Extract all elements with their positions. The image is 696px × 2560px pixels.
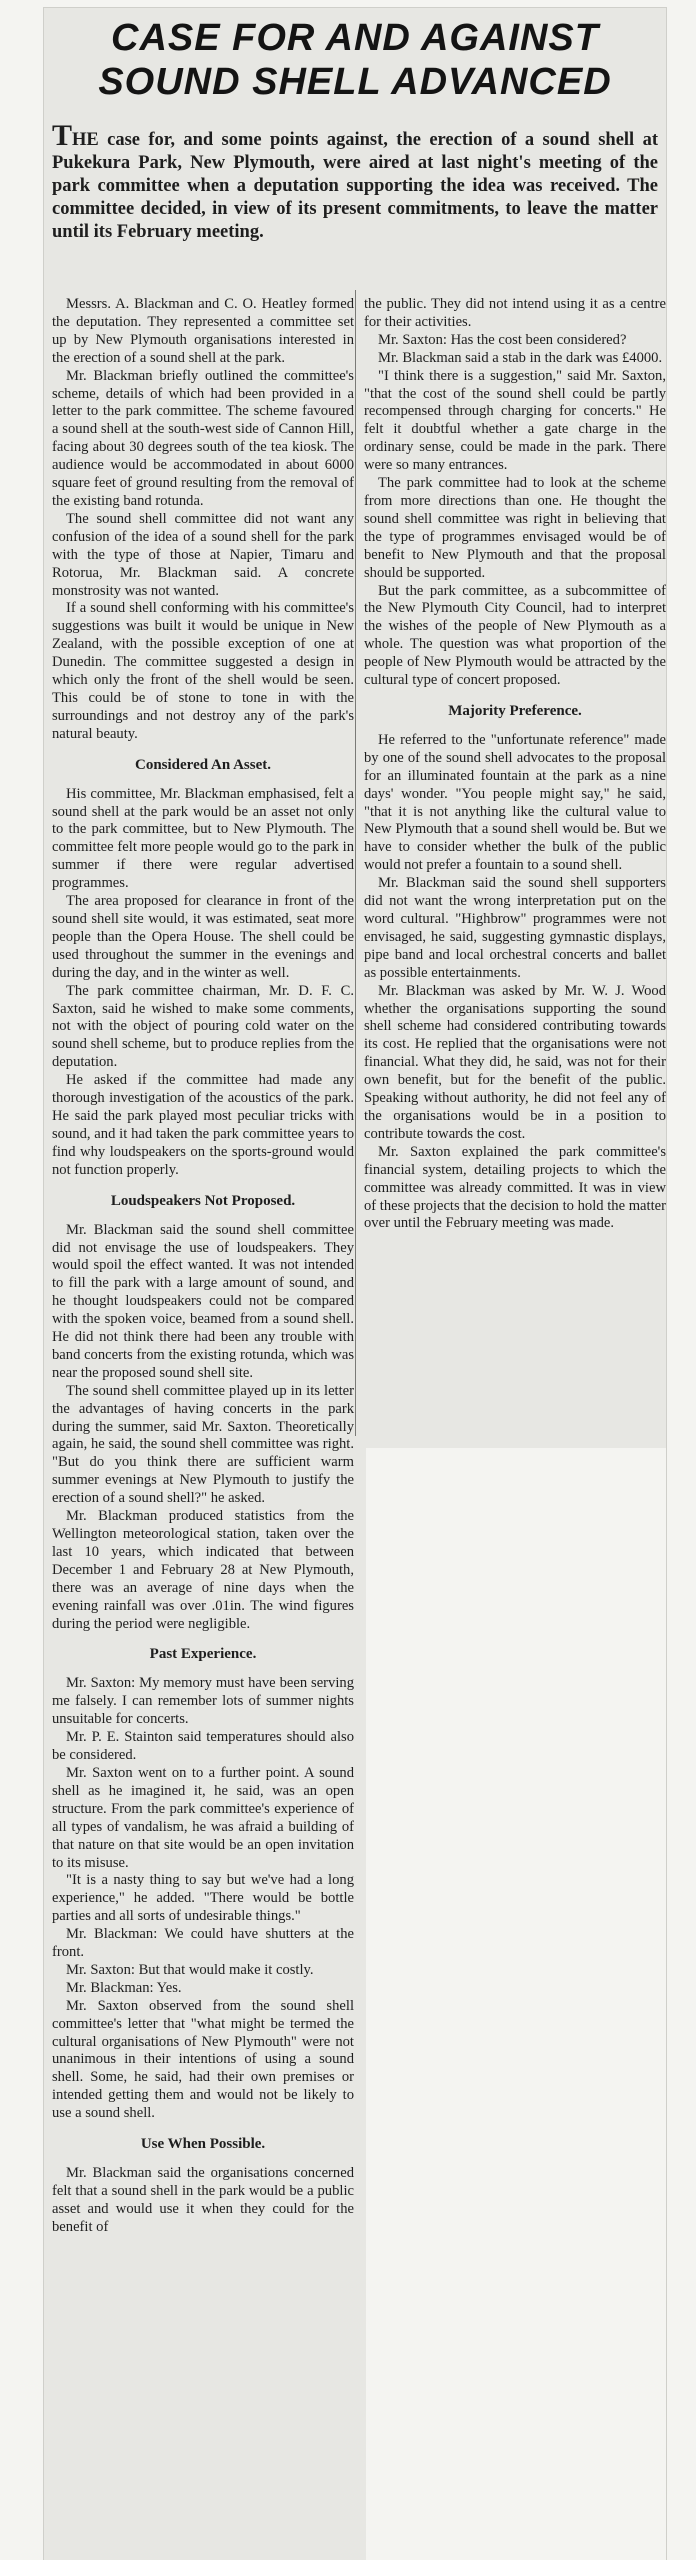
- paragraph: His committee, Mr. Blackman emphasised, felt a sound shell at the park would be an asset not only to the park committee, but to New Plymouth. The committee felt more people would go to the park in summer if there were regular advertised programmes.: [52, 785, 354, 892]
- paragraph: Mr. Blackman said the organisations concerned felt that a sound shell in the park would be a public asset and would use it when they could for the benefit of: [52, 2165, 354, 2235]
- subheading: Past Experience.: [149, 1646, 257, 1663]
- paragraph: Mr. Blackman briefly outlined the committee's scheme, details of which had been provided in a letter to the park committee. The scheme favoured a sound shell at the south-west side of Cannon Hill, facing about 30 degrees south of the tea kiosk. The audience would be accommodated in about 6000 square feet of ground resulting from the removal of the existing band rotunda.: [52, 367, 354, 509]
- paragraph: "I think there is a suggestion," said Mr. Saxton, "that the cost of the sound shell could be partly recompensed through charging for concerts." He felt it doubtful whether a gate charge in the ordinary sense, could be made in the park. There were so many entrances.: [364, 367, 666, 474]
- paragraph: He asked if the committee had made any thorough investigation of the acoustics of the park. He said the park played most peculiar tricks with sound, and it had taken the park committee years to find why loudspeakers on the sports-ground would not function properly.: [52, 1072, 354, 1178]
- paragraph: The park committee had to look at the scheme from more directions than one. He thought the sound shell committee was right in believing that the type of programmes envisaged would be of benefit to New Plymouth and that the proposal should be supported.: [364, 475, 666, 581]
- paragraph: The sound shell committee did not want any confusion of the idea of a sound shell for the park with the type of those at Napier, Timaru and Rotorua, Mr. Blackman said. A concrete monstrosity was not wanted.: [52, 510, 354, 599]
- right-column: [364, 296, 666, 1233]
- paragraph: "It is a nasty thing to say but we've had a long experience," he added. "There would be bottle parties and all sorts of undesirable things.": [52, 1872, 354, 1925]
- paragraph: Mr. Blackman produced statistics from the Wellington meteorological station, taken over the last 10 years, which indicated that between December 1 and February 28 at New Plymouth, there was an average of nine days when the evening rainfall was over .01in. The wind figures during the period were negligible.: [52, 1508, 354, 1632]
- subheading: Considered An Asset.: [135, 756, 271, 773]
- paragraph: Mr. Saxton: My memory must have been serving me falsely. I can remember lots of summer nights unsuitable for concerts.: [52, 1675, 354, 1728]
- paragraph: Mr. Blackman said the sound shell supporters did not want the wrong interpretation put on the word cultural. "Highbrow" programmes were not envisaged, he said, suggesting gymnastic displays, pipe band and local orchestral concerts and ballet as possible entertainments.: [364, 875, 666, 981]
- column-divider: [355, 290, 356, 1436]
- paragraph: Mr. Blackman said a stab in the dark was £4000.: [378, 349, 663, 366]
- paragraph: The sound shell committee played up in its letter the advantages of having concerts in the park during the summer, said Mr. Saxton. Theoretically again, he said, the sound shell committee was right. "But do you think there are sufficient warm summer evenings at New Plymouth to justify the erection of a sound shell?" he asked.: [52, 1382, 354, 1507]
- paragraph: Mr. Blackman said the sound shell committee did not envisage the use of loudspeakers. They would spoil the effect wanted. It was not intended to fill the park with a large amount of sound, and he thought loudspeakers could not be compared with the spoken voice, beamed from a sound shell. He did not think there had been any trouble with band concerts from the existing rotunda, which was near the proposed sound shell site.: [52, 1221, 354, 1381]
- subheading: Loudspeakers Not Proposed.: [110, 1192, 296, 1209]
- paragraph: The area proposed for clearance in front of the sound shell site would, it was estimated, seat more people than the Opera House. The shell could be used throughout the summer in the evenings and during the day, and in the winter as well.: [52, 893, 354, 981]
- blank-area: [366, 1448, 666, 2560]
- article-lead: [52, 119, 658, 244]
- article-headline: CASE FOR AND AGAINST SOUND SHELL ADVANCED: [98, 17, 612, 103]
- paragraph: Mr. Blackman was asked by Mr. W. J. Wood whether the organisations supporting the sound shell scheme had considered contributing towards its cost. He replied that the organisations were not financial. What they did, he said, was not for their own benefit, but for the benefit of the public. Speaking without authority, he did not feel any of the organisations would be in a position to contribute towards the cost.: [364, 982, 666, 1142]
- subheading: Use When Possible.: [140, 2136, 266, 2153]
- paragraph: Mr. Saxton: But that would make it costly.: [66, 1961, 314, 1978]
- paragraph: Mr. Saxton went on to a further point. A sound shell as he imagined it, he said, was an open structure. From the park committee's experience of all types of vandalism, he was afraid a building of that nature on that site would be an open invitation to its misuse.: [52, 1764, 354, 1871]
- paragraph: Mr. Saxton: Has the cost been considered?: [378, 331, 627, 348]
- paragraph: Mr. P. E. Stainton said temperatures should also be considered.: [52, 1729, 354, 1764]
- paragraph: He referred to the "unfortunate reference" made by one of the sound shell advocates to the proposal for an illuminated fountain at the park as a nine days' wonder. "You people might say," he said, "that it is not anything like the cultural value to New Plymouth that a sound shell would be. But we have to consider whether the bulk of the public would not prefer a fountain to a sound shell.: [364, 731, 666, 874]
- paragraph: Mr. Saxton observed from the sound shell committee's letter that "what might be termed the cultural organisations of New Plymouth" were not unanimous in their intentions of using a sound shell. Some, he said, had their own premises or intended getting them and would not be likely to use a sound shell.: [52, 1997, 354, 2122]
- paragraph: Messrs. A. Blackman and C. O. Heatley formed the deputation. They represented a committee set up by New Plymouth organisations interested in the erection of a sound shell at the park.: [52, 296, 354, 366]
- lead-text: HE case for, and some points against, the erection of a sound shell at Pukekura Park, New Plymouth, were aired at last night's meeting of the park committee when a deputation supporting the idea was received. The committee decided, in view of its present commitments, to leave the matter until its February meeting.: [52, 130, 658, 242]
- paragraph: Mr. Blackman: Yes.: [66, 1979, 182, 1996]
- subheading: Majority Preference.: [448, 702, 582, 719]
- paragraph: the public. They did not intend using it as a centre for their activities.: [364, 296, 666, 330]
- paragraph: If a sound shell conforming with his committee's suggestions was built it would be unique in New Zealand, with the possible exception of one at Dunedin. The committee suggested a design in which only the front of the shell would be seen. This could be of stone to tone in with the surroundings and not destroy any of the park's natural beauty.: [52, 600, 354, 742]
- paragraph: Mr. Saxton explained the park committee's financial system, detailing projects to which the committee was already committed. It was in view of these projects that the decision to hold the matter over until the February meeting was made.: [364, 1143, 666, 1232]
- paragraph: But the park committee, as a subcommittee of the New Plymouth City Council, had to interpret the wishes of the people of New Plymouth as a whole. The question was what proportion of the people of New Plymouth would be attracted by the cultural type of concert proposed.: [364, 582, 666, 689]
- paragraph: Mr. Blackman: We could have shutters at the front.: [52, 1926, 354, 1961]
- paragraph: The park committee chairman, Mr. D. F. C. Saxton, said he wished to make some comments, not with the object of pouring cold water on the sound shell scheme, but to produce replies from the deputation.: [52, 982, 354, 1071]
- lead-dropcap: T: [52, 119, 73, 152]
- left-column: [52, 296, 354, 2237]
